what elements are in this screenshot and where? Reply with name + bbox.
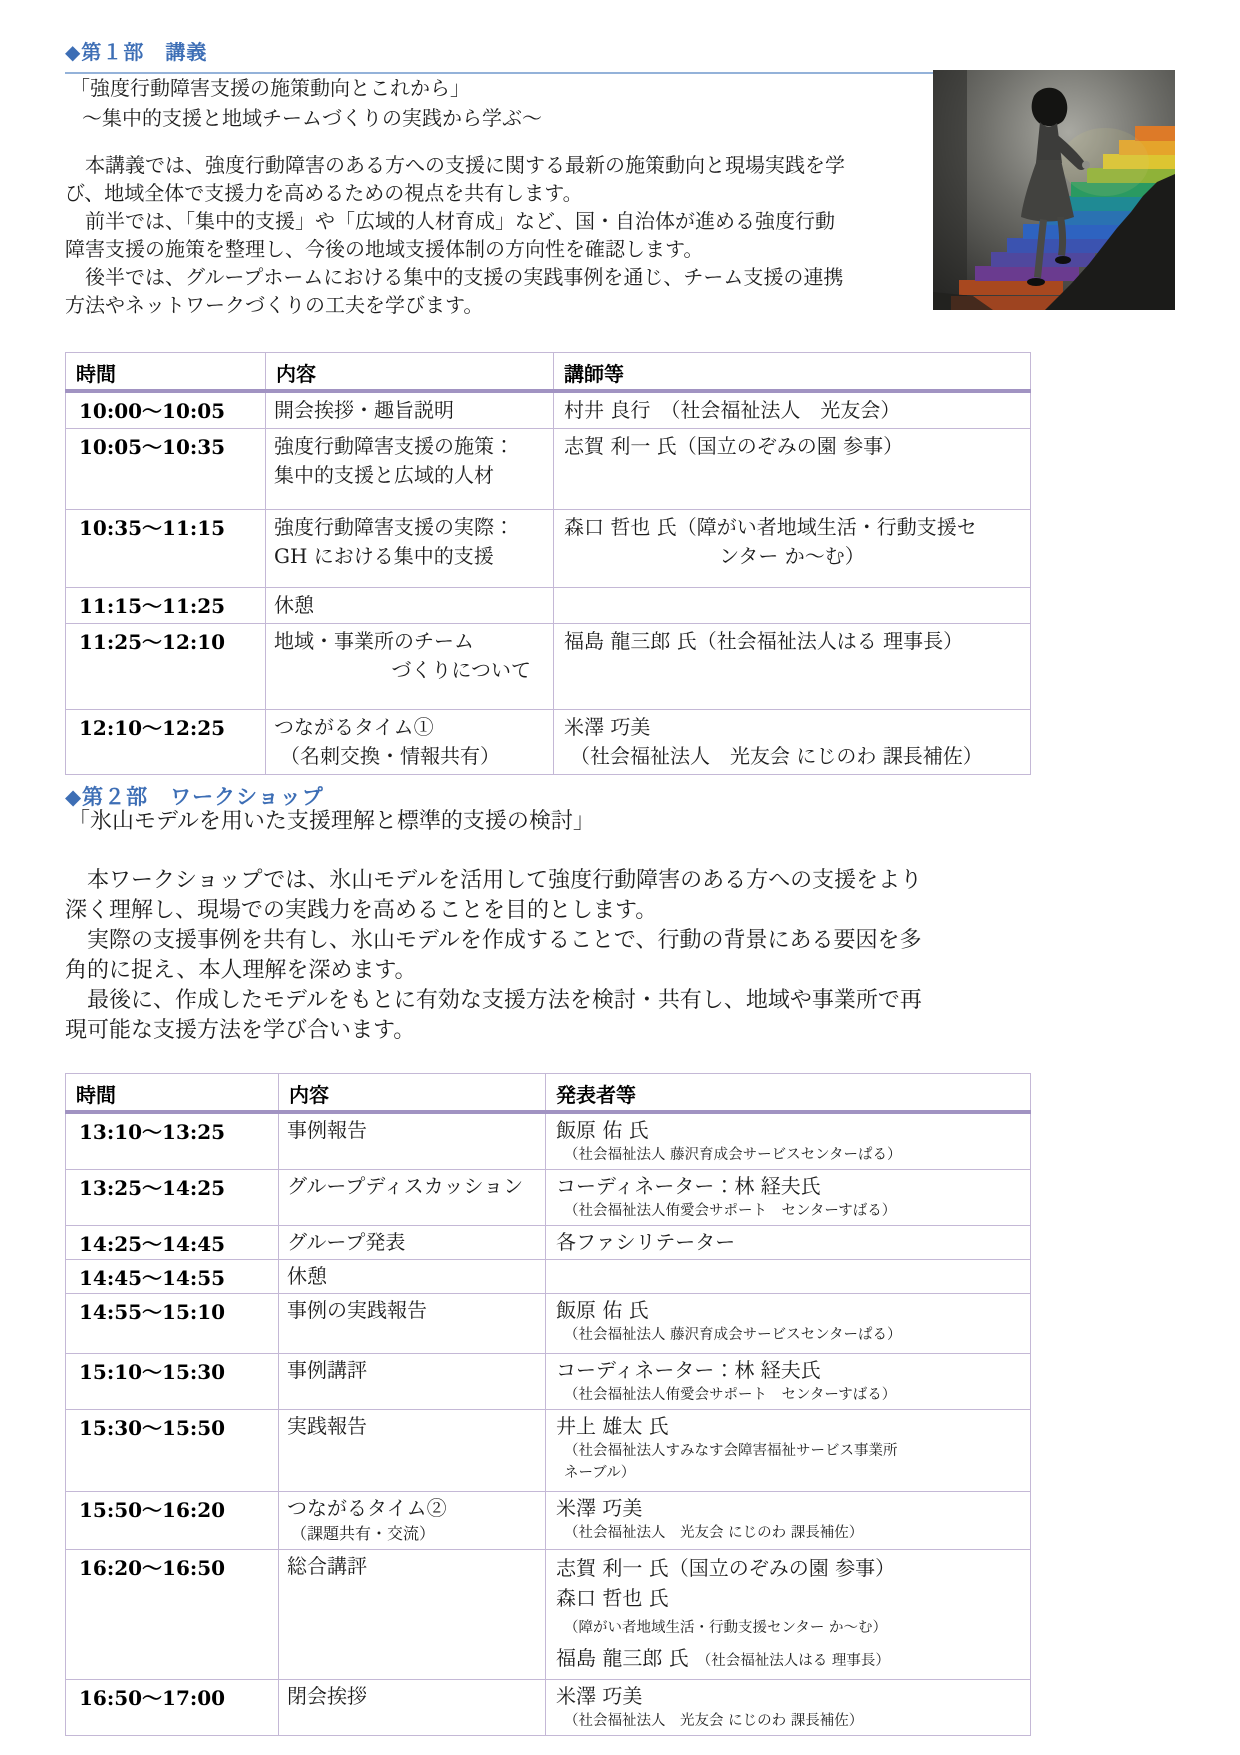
speaker-cell: 志賀 利一 氏（国立のぞみの園 参事）: [554, 429, 1031, 510]
speaker-cell: 福島 龍三郎 氏（社会福祉法人はる 理事長）: [554, 624, 1031, 710]
content-cell: つながるタイム② （課題共有・交流）: [279, 1492, 546, 1550]
table-row: [66, 710, 1031, 775]
text-line: 障害支援の施策を整理し、今後の地域支援体制の方向性を確認します。: [65, 237, 704, 261]
time-cell: 11:15～11:25: [66, 588, 266, 624]
speaker-cell: 村井 良行 （社会福祉法人 光友会）: [554, 391, 1031, 429]
speaker-cell: コーディネーター：林 経夫氏 （社会福祉法人侑愛会サポート センターすばる）: [546, 1354, 1031, 1410]
content-cell: 事例報告: [279, 1112, 546, 1170]
time-cell: 14:45～14:55: [66, 1260, 279, 1294]
text-line: ～集中的支援と地域チームづくりの実践から学ぶ～: [82, 106, 542, 130]
time-cell: 14:25～14:45: [66, 1226, 279, 1260]
text-line: 深く理解し、現場での実践力を高めることを目的とします。: [65, 898, 658, 923]
text-line: 「氷山モデルを用いた支援理解と標準的支援の検討」: [68, 809, 595, 834]
text-line: 角的に捉え、本人理解を深めます。: [65, 958, 417, 983]
time-cell: 14:55～15:10: [66, 1294, 279, 1354]
table-row: [66, 1294, 1031, 1354]
column-header-content: 内容: [279, 1074, 546, 1113]
table-row: [66, 391, 1031, 429]
speaker-cell: 飯原 佑 氏 （社会福祉法人 藤沢育成会サービスセンターぱる）: [546, 1112, 1031, 1170]
content-cell: 地域・事業所のチーム づくりについて: [266, 624, 554, 710]
speaker-cell: 各ファシリテーター: [546, 1226, 1031, 1260]
content-cell: 休憩: [279, 1260, 546, 1294]
part1-lecture-title: [70, 73, 542, 133]
part2-heading: ◆第２部 ワークショップ: [65, 785, 324, 809]
time-cell: 10:05～10:35: [66, 429, 266, 510]
speaker-cell: 志賀 利一 氏（国立のぞみの園 参事） 森口 哲也 氏 （障がい者地域生活・行動支援センター か～む） 福島 龍三郎 氏 （社会福祉法人はる 理事長）: [546, 1550, 1031, 1680]
time-cell: 12:10～12:25: [66, 710, 266, 775]
content-cell: 総合講評: [279, 1550, 546, 1680]
table-row: [66, 588, 1031, 624]
text-line: 本ワークショップでは、氷山モデルを活用して強度行動障害のある方への支援をより: [65, 868, 923, 893]
text-line: び、地域全体で支援力を高めるための視点を共有します。: [65, 181, 583, 205]
content-cell: 強度行動障害支援の実際： GH における集中的支援: [266, 510, 554, 588]
time-cell: 15:50～16:20: [66, 1492, 279, 1550]
content-cell: グループ発表: [279, 1226, 546, 1260]
column-header-lecturer: 講師等: [554, 353, 1031, 392]
time-cell: 10:00～10:05: [66, 391, 266, 429]
speaker-cell: [554, 588, 1031, 624]
text-line: 最後に、作成したモデルをもとに有効な支援方法を検討・共有し、地域や事業所で再: [65, 988, 922, 1013]
text-line: 本講義では、強度行動障害のある方への支援に関する最新の施策動向と現場実践を学: [65, 153, 845, 177]
column-header-time: 時間: [66, 353, 266, 392]
table-row: [66, 1680, 1031, 1736]
part1-intro-paragraph: [65, 151, 865, 319]
text-line: 前半では、「集中的支援」や「広域的人材育成」など、国・自治体が進める強度行動: [65, 209, 835, 233]
column-header-presenter: 発表者等: [546, 1074, 1031, 1113]
content-cell: つながるタイム① （名刺交換・情報共有）: [266, 710, 554, 775]
part2-schedule-table: [65, 1073, 1031, 1736]
speaker-cell: 米澤 巧美 （社会福祉法人 光友会 にじのわ 課長補佐）: [546, 1492, 1031, 1550]
table-row: [66, 624, 1031, 710]
content-cell: 事例講評: [279, 1354, 546, 1410]
speaker-cell: 飯原 佑 氏 （社会福祉法人 藤沢育成会サービスセンターぱる）: [546, 1294, 1031, 1354]
speaker-cell: 森口 哲也 氏（障がい者地域生活・行動支援セ ンター か～む）: [554, 510, 1031, 588]
table-header-row: [66, 353, 1031, 392]
table-row: [66, 1112, 1031, 1170]
time-cell: 16:50～17:00: [66, 1680, 279, 1736]
text-line: 実際の支援事例を共有し、氷山モデルを作成することで、行動の背景にある要因を多: [65, 928, 922, 953]
content-cell: 実践報告: [279, 1410, 546, 1492]
time-cell: 13:25～14:25: [66, 1170, 279, 1226]
column-header-time: 時間: [66, 1074, 279, 1113]
time-cell: 13:10～13:25: [66, 1112, 279, 1170]
shadow-left: [933, 70, 967, 310]
time-cell: 10:35～11:15: [66, 510, 266, 588]
time-cell: 11:25～12:10: [66, 624, 266, 710]
table-row: [66, 1354, 1031, 1410]
table-header-row: [66, 1074, 1031, 1113]
speaker-cell: 米澤 巧美 （社会福祉法人 光友会 にじのわ 課長補佐）: [554, 710, 1031, 775]
part1-schedule-table: [65, 352, 1031, 775]
text-line: 方法やネットワークづくりの工夫を学びます。: [65, 293, 484, 317]
speaker-cell: [546, 1260, 1031, 1294]
table-row: [66, 429, 1031, 510]
part2-intro-paragraph: [65, 866, 985, 1046]
rainbow-stairs-illustration: [933, 70, 1175, 310]
content-cell: 強度行動障害支援の施策： 集中的支援と広域的人材: [266, 429, 554, 510]
content-cell: 休憩: [266, 588, 554, 624]
table-row: [66, 510, 1031, 588]
content-cell: 閉会挨拶: [279, 1680, 546, 1736]
table-row: [66, 1492, 1031, 1550]
speaker-cell: コーディネーター：林 経夫氏 （社会福祉法人侑愛会サポート センターすばる）: [546, 1170, 1031, 1226]
text-line: 後半では、グループホームにおける集中的支援の実践事例を通じ、チーム支援の連携: [65, 265, 844, 289]
part2-workshop-title: [68, 806, 595, 838]
time-cell: 15:30～15:50: [66, 1410, 279, 1492]
table-row: [66, 1260, 1031, 1294]
text-line: 「強度行動障害支援の施策動向とこれから」: [70, 76, 470, 100]
speaker-cell: 井上 雄太 氏 （社会福祉法人すみなす会障害福祉サービス事業所 ネーブル）: [546, 1410, 1031, 1492]
time-cell: 15:10～15:30: [66, 1354, 279, 1410]
time-cell: 16:20～16:50: [66, 1550, 279, 1680]
column-header-content: 内容: [266, 353, 554, 392]
table-row: [66, 1170, 1031, 1226]
content-cell: 開会挨拶・趣旨説明: [266, 391, 554, 429]
table-row: [66, 1550, 1031, 1680]
speaker-cell: 米澤 巧美 （社会福祉法人 光友会 にじのわ 課長補佐）: [546, 1680, 1031, 1736]
content-cell: グループディスカッション: [279, 1170, 546, 1226]
part1-heading: ◆第１部 講義: [65, 36, 1175, 74]
table-row: [66, 1226, 1031, 1260]
text-line: 現可能な支援方法を学び合います。: [65, 1018, 416, 1043]
content-cell: 事例の実践報告: [279, 1294, 546, 1354]
table-row: [66, 1410, 1031, 1492]
